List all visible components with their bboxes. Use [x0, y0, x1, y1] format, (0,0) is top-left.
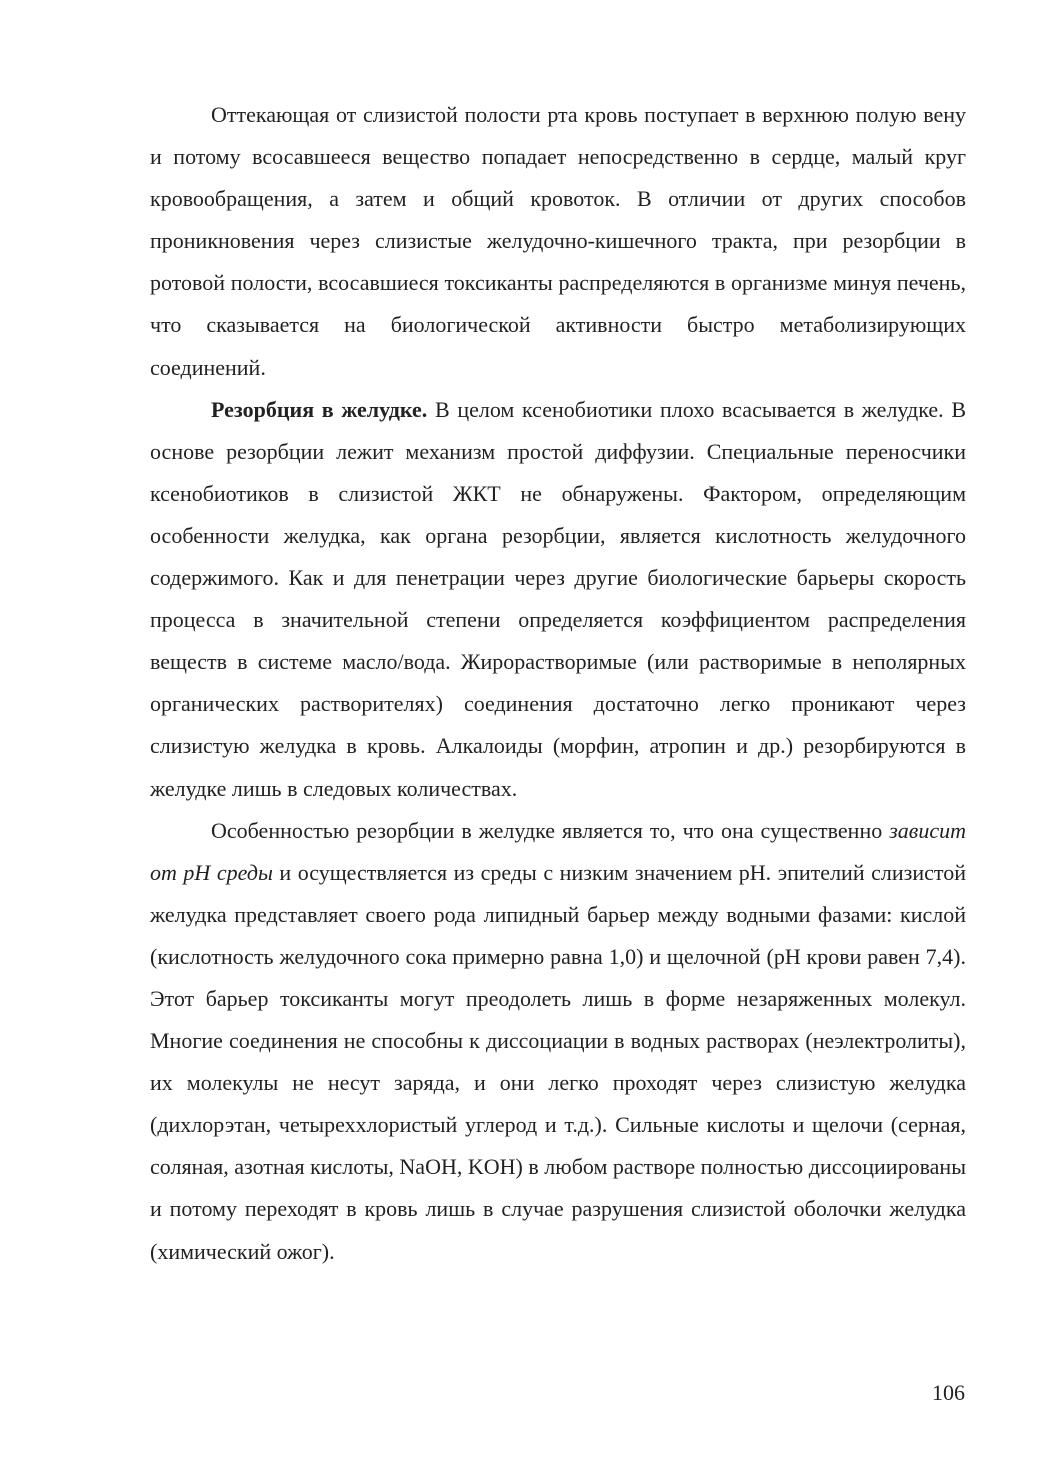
paragraph-stomach-resorption [150, 389, 966, 810]
page-number: 106 [932, 1380, 965, 1405]
paragraph-ph-dependence [150, 810, 966, 1273]
paragraph-text: Особенностью резорбции в желудке является то, что она существенно [211, 817, 890, 843]
section-heading: Резорбция в желудке. [211, 396, 428, 422]
paragraph-text: и осуществляется из среды с низким значением pH. эпителий слизистой желудка представляет своего рода липидный барьер между водными фазами: кислой (кислотность желудочного сока примерно равна 1,0) и щелочной (pH крови равен 7,4). Этот барьер токсиканты могут преодолеть лишь в форме незаряженных молекул. Многие соединения не способны к диссоциации в водных растворах (неэлектролиты), их молекулы не несут заряда, и они легко проходят через слизистую желудка (дихлорэтан, четыреххлористый углерод и т.д.). Сильные кислоты и щелочи (серная, соляная, азотная кислоты, NaOH, KOH) в любом растворе полностью диссоциированы и потому переходят в кровь лишь в случае разрушения слизистой оболочки желудка (химический ожог). [150, 859, 966, 1264]
paragraph-oral-resorption: Оттекающая от слизистой полости рта кровь поступает в верхнюю полую вену и потому всосавшееся вещество попадает непосредственно в сердце, малый круг кровообращения, а затем и общий кровоток. В отличии от других способов проникновения через слизистые желудочно-кишечного тракта, при резорбции в ротовой полости, всосавшиеся токсиканты распределяются в организме минуя печень, что сказывается на биологической активности быстро метаболизирующих соединений. [150, 102, 966, 380]
emphasized-text: зависит от pH среды [150, 817, 966, 885]
body-text [150, 94, 966, 1273]
paragraph-text: В целом ксенобиотики плохо всасывается в желудке. В основе резорбции лежит механизм простой диффузии. Специальные переносчики ксенобиотиков в слизистой ЖКТ не обнаружены. Фактором, определяющим особенности желудка, как органа резорбции, является кислотность желудочного содержимого. Как и для пенетрации через другие биологические барьеры скорость процесса в значительной степени определяется коэффициентом распределения веществ в системе масло/вода. Жирорастворимые (или растворимые в неполярных органических растворителях) соединения достаточно легко проникают через слизистую желудка в кровь. Алкалоиды (морфин, атропин и др.) резорбируются в желудке лишь в следовых количествах. [150, 396, 966, 801]
